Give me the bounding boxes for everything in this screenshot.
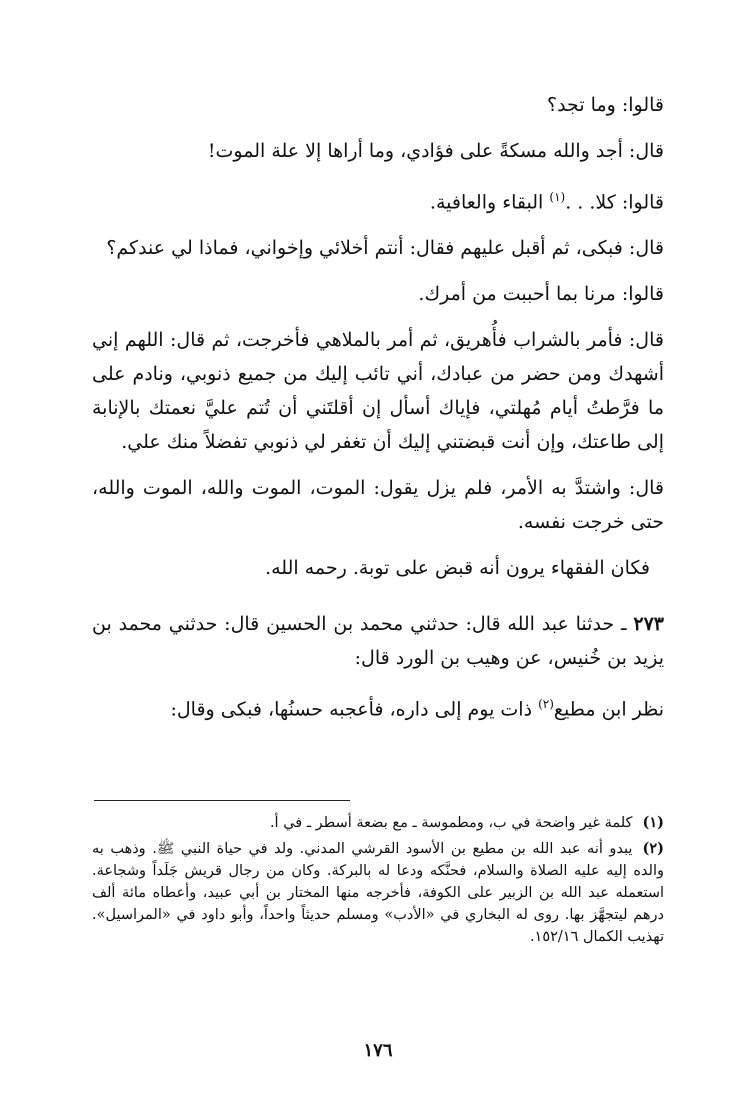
paragraph-4 — [92, 231, 664, 265]
paragraph-6 — [92, 323, 664, 459]
paragraph-3-text-a: قالوا: كلا. . . — [565, 191, 664, 214]
footnote-1-number: (١) — [642, 814, 664, 831]
footnote-divider — [94, 800, 350, 801]
paragraph-3-text-b: البقاء والعافية. — [429, 191, 550, 214]
footnote-2-text: يبدو أنه عبد الله بن مطيع بن الأسود القرشي المدني. ولد في حياة النبي ﷺ. وذهب به والده إليه عليه الصلاة والسلام، فحنَّكه ودعا له بالبركة. وكان من رجال قريش جَلَداً وشجاعة. استعمله عبد الله بن الزبير على الكوفة، فأخرجه منها المختار بن أبي عبيد، وأعطاه مائة ألف درهم ليتجهَّز بها. روى له البخاري في «الأدب» ومسلم حديثاً واحداً، وأبو داود في «المراسيل». تهذيب الكمال ١٥٢/١٦. — [92, 841, 664, 945]
footnote-1-text: كلمة غير واضحة في ب، ومطموسة ـ مع بضعة أسطر ـ في أ. — [269, 815, 633, 831]
paragraph-10-text-b: ذات يوم إلى داره، فأعجبه حسنُها، فبكى وقال: — [170, 698, 539, 721]
paragraph-2-text: قال: أجد والله مسكةً على فؤادي، وما أراها إلا علة الموت! — [207, 140, 664, 162]
paragraph-10 — [92, 687, 664, 726]
paragraph-2 — [92, 134, 664, 168]
paragraph-5-text: قالوا: مرنا بما أحببت من أمرك. — [418, 283, 664, 306]
paragraph-7-text: قال: واشتدَّ به الأمر، فلم يزل يقول: الموت، الموت والله، الموت والله، حتى خرجت نفسه. — [92, 477, 664, 534]
paragraph-8-text: فكان الفقهاء يرون أنه قبض على توبة. رحمه الله. — [265, 557, 650, 580]
paragraph-3 — [92, 180, 664, 219]
paragraph-10-text-a: نظر ابن مطيع — [553, 698, 664, 721]
hadith-number: ٢٧٣ — [633, 613, 664, 636]
paragraph-7 — [92, 471, 664, 539]
footnote-1 — [92, 812, 664, 834]
paragraph-1-text: قالوا: وما تجد؟ — [547, 94, 664, 116]
paragraph-8 — [92, 551, 664, 585]
footnotes — [92, 812, 664, 952]
paragraph-9 — [92, 607, 664, 675]
footnote-2-number: (٢) — [642, 840, 664, 857]
paragraph-6-text: قال: فأمر بالشراب فأُهريق، ثم أمر بالملاهي فأخرجت، ثم قال: اللهم إني أشهدك ومن حضر من عبادك، أني تائب إليك من جميع ذنوبي، ونادم على ما فرَّطتُ أيام مُهلتي، فإياك أسأل إن أقلتَني أن تُتم عليَّ نعمتك بالإنابة إلى طاعتك، وإن أنت قبضتني إليك أن تغفر لي ذنوبي تفضلاً منك علي. — [92, 329, 664, 454]
footnote-2 — [92, 838, 664, 948]
paragraph-1 — [92, 88, 664, 122]
paragraph-4-text: قال: فبكى، ثم أقبل عليهم فقال: أنتم أخلائي وإخواني، فماذا لي عندكم؟ — [106, 237, 664, 260]
footnote-ref-1: (١) — [549, 190, 566, 204]
paragraph-9-text: ـ حدثنا عبد الله قال: حدثني محمد بن الحسين قال: حدثني محمد بن يزيد بن خُنيس، عن وهيب بن الورد قال: — [92, 613, 664, 670]
paragraph-5 — [92, 277, 664, 311]
footnote-ref-2: (٢) — [538, 697, 554, 712]
page-number: ١٧٦ — [363, 1040, 393, 1061]
